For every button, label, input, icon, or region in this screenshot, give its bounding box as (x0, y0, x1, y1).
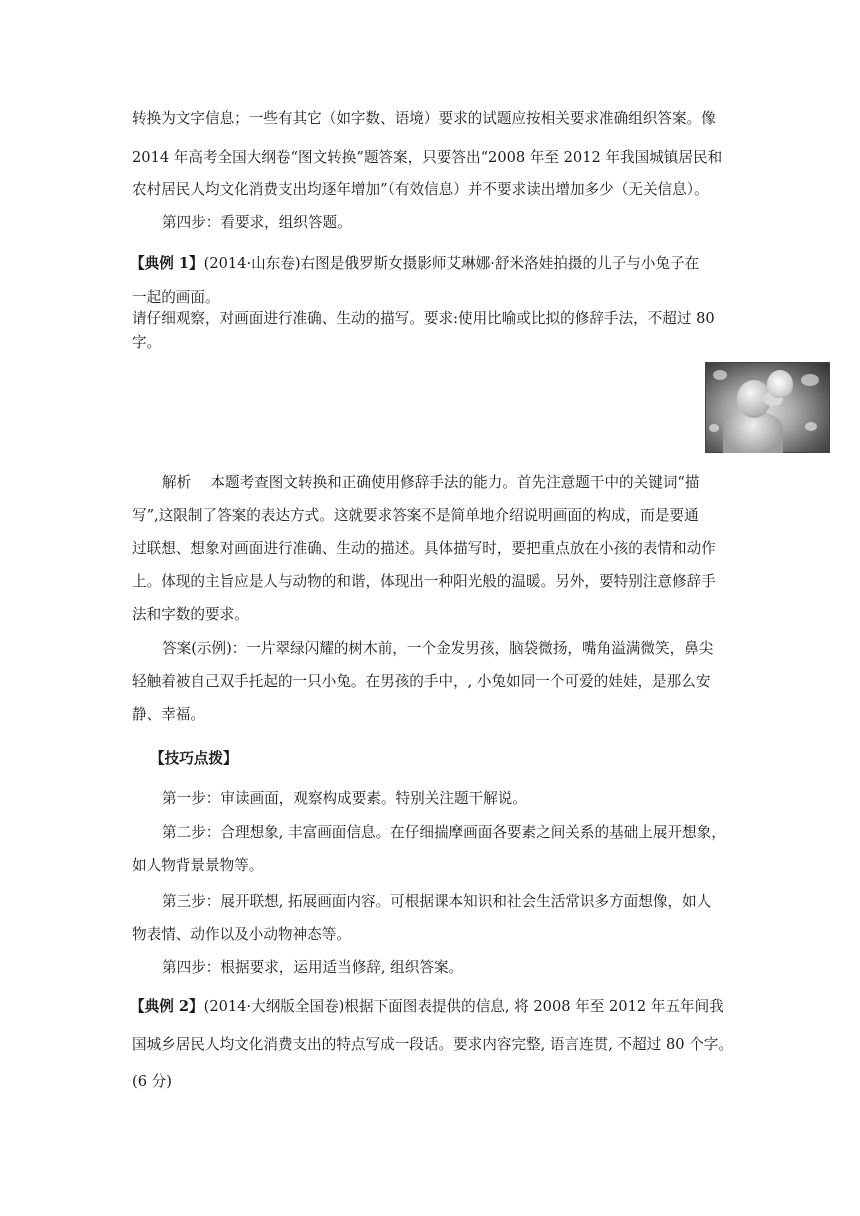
text-line: 2014 年高考全国大纲卷“图文转换”题答案，只要答出“2008 年至 2012 年我国城镇居民和 (132, 149, 723, 166)
tips-step: 第三步：展开联想, 拓展画面内容。可根据课本知识和社会生活常识多方面想像，如人 (162, 893, 712, 910)
tips-step: 第一步：审读画面，观察构成要素。特别关注题干解说。 (162, 790, 527, 807)
text-line: 一起的画面。 (132, 289, 220, 306)
example-2-line (130, 997, 724, 1017)
tips-heading: 【技巧点拨】 (150, 750, 238, 767)
text-line: 转换为文字信息；一些有其它（如字数、语境）要求的试题应按相关要求准确组织答案。像 (132, 110, 716, 127)
example-2-text: (2014·大纲版全国卷)根据下面图表提供的信息, 将 2008 年至 2012 年五年间我 (203, 998, 724, 1015)
analysis-line: 解析 本题考查图文转换和正确使用修辞手法的能力。首先注意题干中的关键词“描 (162, 474, 700, 491)
text-line: 第四步：看要求，组织答题。 (162, 214, 352, 231)
text-line: 字。 (132, 334, 162, 351)
tips-step: 如人物背景景物等。 (132, 857, 264, 874)
text-line: 请仔细观察，对画面进行准确、生动的描写。要求:使用比喻或比拟的修辞手法，不超过 80 (132, 310, 715, 327)
example-1-tag: 【典例 1】 (130, 255, 204, 272)
answer-line: 轻触着被自己双手托起的一只小兔。在男孩的手中，, 小兔如同一个可爱的娃娃，是那么安 (132, 673, 711, 690)
tips-step: 第四步：根据要求，运用适当修辞, 组织答案。 (162, 959, 464, 976)
text-line: (6 分) (132, 1073, 172, 1090)
example-1-line (130, 254, 699, 274)
example-2-tag: 【典例 2】 (130, 998, 204, 1015)
answer-line: 静、幸福。 (132, 706, 205, 723)
text-line: 农村居民人均文化消费支出均逐年增加”（有效信息）并不要求读出增加多少（无关信息）。 (132, 181, 709, 198)
tips-step: 第二步：合理想象, 丰富画面信息。在仔细揣摩画面各要素之间关系的基础上展开想象， (162, 824, 726, 841)
text-line: 国城乡居民人均文化消费支出的特点写成一段话。要求内容完整, 语言连贯, 不超过 80 个字。 (132, 1036, 733, 1053)
analysis-line: 法和字数的要求。 (132, 606, 249, 623)
boy-rabbit-photo (705, 362, 830, 453)
analysis-line: 写”,这限制了答案的表达方式。这就要求答案不是简单地介绍说明画面的构成，而是要通 (132, 507, 699, 524)
example-1-text: (2014·山东卷)右图是俄罗斯女摄影师艾琳娜·舒米洛娃拍摄的儿子与小兔子在 (203, 255, 700, 272)
analysis-line: 上。体现的主旨应是人与动物的和谐，体现出一种阳光般的温暖。另外，要特别注意修辞手 (132, 573, 716, 590)
tips-step: 物表情、动作以及小动物神态等。 (132, 926, 351, 943)
answer-line: 答案(示例)：一片翠绿闪耀的树木前，一个金发男孩，脑袋微扬，嘴角溢满微笑，鼻尖 (162, 640, 714, 657)
analysis-line: 过联想、想象对画面进行准确、生动的描述。具体描写时，要把重点放在小孩的表情和动作 (132, 540, 716, 557)
